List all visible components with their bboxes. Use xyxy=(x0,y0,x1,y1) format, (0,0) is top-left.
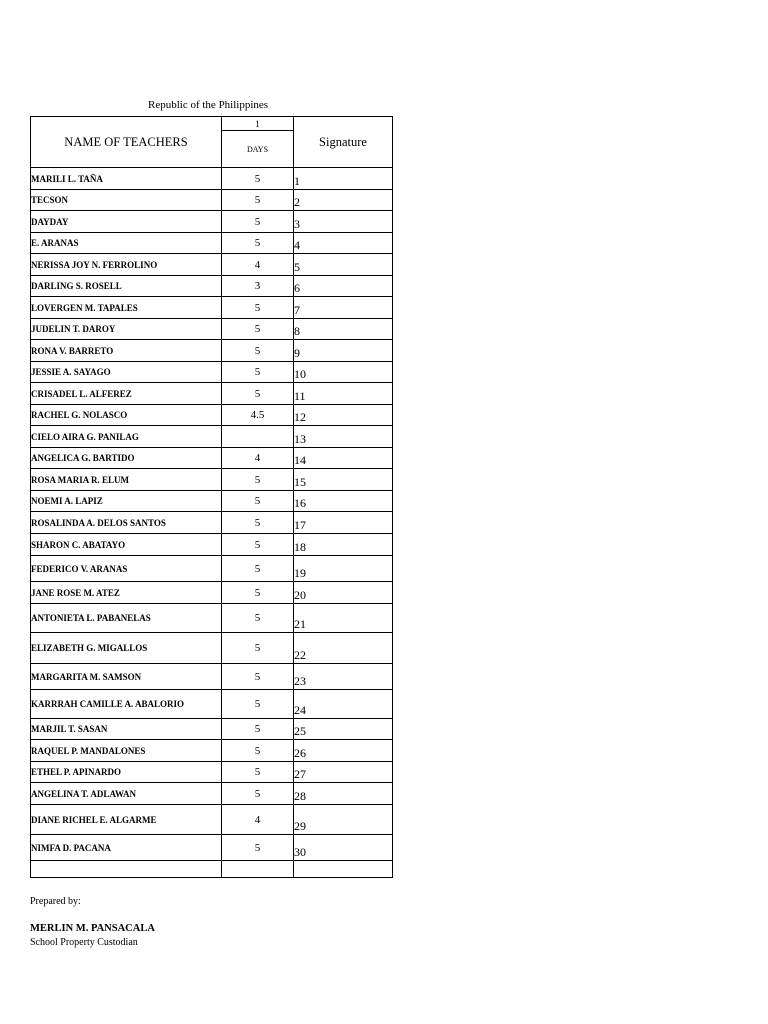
days-cell: 5 xyxy=(222,534,294,556)
signature-cell: 22 xyxy=(294,633,393,664)
table-row xyxy=(31,719,393,740)
days-cell: 4 xyxy=(222,805,294,835)
table-row xyxy=(31,582,393,604)
signature-cell: 21 xyxy=(294,604,393,633)
signature-cell: 5 xyxy=(294,254,393,276)
days-cell: 3 xyxy=(222,276,294,297)
column-header-signature: Signature xyxy=(294,117,393,168)
teacher-name-cell: JUDELIN T. DAROY xyxy=(31,319,222,340)
teacher-name-cell: NOEMI A. LAPIZ xyxy=(31,491,222,512)
teacher-name-cell: NERISSA JOY N. FERROLINO xyxy=(31,254,222,276)
table-row xyxy=(31,405,393,426)
table-row xyxy=(31,276,393,297)
days-cell: 5 xyxy=(222,491,294,512)
teacher-name-cell: ROSALINDA A. DELOS SANTOS xyxy=(31,512,222,534)
signature-cell: 4 xyxy=(294,233,393,254)
signature-cell: 28 xyxy=(294,783,393,805)
table-row-empty xyxy=(31,861,393,878)
document-header-title: Republic of the Philippines xyxy=(148,99,269,111)
table-row xyxy=(31,254,393,276)
teacher-name-cell: ETHEL P. APINARDO xyxy=(31,762,222,783)
table-row xyxy=(31,211,393,233)
table-row xyxy=(31,740,393,762)
signature-cell: 20 xyxy=(294,582,393,604)
empty-cell xyxy=(294,861,393,878)
days-cell: 5 xyxy=(222,362,294,383)
signature-cell: 14 xyxy=(294,448,393,469)
signature-cell: 17 xyxy=(294,512,393,534)
days-cell: 5 xyxy=(222,783,294,805)
signature-cell: 24 xyxy=(294,690,393,719)
days-cell: 5 xyxy=(222,168,294,190)
teacher-name-cell: JESSIE A. SAYAGO xyxy=(31,362,222,383)
teacher-name-cell: ELIZABETH G. MIGALLOS xyxy=(31,633,222,664)
empty-cell xyxy=(222,861,294,878)
days-cell: 5 xyxy=(222,319,294,340)
teacher-name-cell: RAQUEL P. MANDALONES xyxy=(31,740,222,762)
table-row xyxy=(31,168,393,190)
teacher-attendance-table xyxy=(30,116,393,878)
signature-cell: 8 xyxy=(294,319,393,340)
table-body xyxy=(31,168,393,878)
preparer-position: School Property Custodian xyxy=(30,937,138,948)
signature-cell: 7 xyxy=(294,297,393,319)
days-cell: 5 xyxy=(222,383,294,405)
table-row xyxy=(31,383,393,405)
teacher-name-cell: ANGELINA T. ADLAWAN xyxy=(31,783,222,805)
signature-cell: 11 xyxy=(294,383,393,405)
teacher-name-cell: ANTONIETA L. PABANELAS xyxy=(31,604,222,633)
teacher-name-cell: MARGARITA M. SAMSON xyxy=(31,664,222,690)
signature-cell: 6 xyxy=(294,276,393,297)
signature-cell: 29 xyxy=(294,805,393,835)
days-cell: 5 xyxy=(222,762,294,783)
column-header-name: NAME OF TEACHERS xyxy=(31,117,222,168)
signature-cell: 26 xyxy=(294,740,393,762)
days-cell: 5 xyxy=(222,211,294,233)
signature-cell: 23 xyxy=(294,664,393,690)
table-row xyxy=(31,835,393,861)
teacher-name-cell: KARRRAH CAMILLE A. ABALORIO xyxy=(31,690,222,719)
signature-cell: 27 xyxy=(294,762,393,783)
table-row xyxy=(31,512,393,534)
teacher-name-cell: ANGELICA G. BARTIDO xyxy=(31,448,222,469)
prepared-by-label: Prepared by: xyxy=(30,896,81,907)
teacher-name-cell: CRISADEL L. ALFEREZ xyxy=(31,383,222,405)
table-row xyxy=(31,690,393,719)
teacher-name-cell: MARJIL T. SASAN xyxy=(31,719,222,740)
days-cell: 5 xyxy=(222,582,294,604)
teacher-name-cell: FEDERICO V. ARANAS xyxy=(31,556,222,582)
table-row xyxy=(31,190,393,211)
signature-cell: 9 xyxy=(294,340,393,362)
days-cell: 5 xyxy=(222,556,294,582)
teacher-name-cell: LOVERGEN M. TAPALES xyxy=(31,297,222,319)
table-row xyxy=(31,556,393,582)
signature-cell: 12 xyxy=(294,405,393,426)
preparer-name: MERLIN M. PANSACALA xyxy=(30,923,155,934)
signature-cell: 3 xyxy=(294,211,393,233)
teacher-name-cell: SHARON C. ABATAYO xyxy=(31,534,222,556)
signature-cell: 10 xyxy=(294,362,393,383)
table-row xyxy=(31,469,393,491)
table-row xyxy=(31,783,393,805)
table-row xyxy=(31,534,393,556)
days-cell: 4.5 xyxy=(222,405,294,426)
days-cell: 5 xyxy=(222,664,294,690)
column-header-days: DAYS xyxy=(222,131,294,168)
days-cell xyxy=(222,426,294,448)
signature-cell: 19 xyxy=(294,556,393,582)
column-header-day-number: 1 xyxy=(222,117,294,131)
teacher-name-cell: RACHEL G. NOLASCO xyxy=(31,405,222,426)
teacher-name-cell: CIELO AIRA G. PANILAG xyxy=(31,426,222,448)
teacher-name-cell: DIANE RICHEL E. ALGARME xyxy=(31,805,222,835)
days-cell: 5 xyxy=(222,469,294,491)
table-row xyxy=(31,664,393,690)
table-row xyxy=(31,604,393,633)
signature-cell: 30 xyxy=(294,835,393,861)
teacher-name-cell: RONA V. BARRETO xyxy=(31,340,222,362)
days-cell: 5 xyxy=(222,719,294,740)
teacher-name-cell: ROSA MARIA R. ELUM xyxy=(31,469,222,491)
days-cell: 5 xyxy=(222,233,294,254)
days-cell: 5 xyxy=(222,740,294,762)
signature-cell: 1 xyxy=(294,168,393,190)
signature-cell: 25 xyxy=(294,719,393,740)
teacher-name-cell: NIMFA D. PACANA xyxy=(31,835,222,861)
days-cell: 5 xyxy=(222,297,294,319)
table-row xyxy=(31,297,393,319)
days-cell: 5 xyxy=(222,340,294,362)
table-row xyxy=(31,319,393,340)
table-row xyxy=(31,762,393,783)
teacher-name-cell: DARLING S. ROSELL xyxy=(31,276,222,297)
days-cell: 5 xyxy=(222,512,294,534)
days-cell: 5 xyxy=(222,690,294,719)
signature-cell: 15 xyxy=(294,469,393,491)
signature-cell: 13 xyxy=(294,426,393,448)
table-row xyxy=(31,448,393,469)
days-cell: 4 xyxy=(222,448,294,469)
table-row xyxy=(31,491,393,512)
days-cell: 5 xyxy=(222,604,294,633)
table-row xyxy=(31,340,393,362)
days-cell: 5 xyxy=(222,633,294,664)
teacher-name-cell: MARILI L. TAÑA xyxy=(31,168,222,190)
table-row xyxy=(31,633,393,664)
days-cell: 5 xyxy=(222,190,294,211)
days-cell: 5 xyxy=(222,835,294,861)
days-cell: 4 xyxy=(222,254,294,276)
table-row xyxy=(31,233,393,254)
signature-cell: 18 xyxy=(294,534,393,556)
teacher-name-cell: E. ARANAS xyxy=(31,233,222,254)
table-row xyxy=(31,426,393,448)
empty-cell xyxy=(31,861,222,878)
teacher-name-cell: DAYDAY xyxy=(31,211,222,233)
signature-cell: 2 xyxy=(294,190,393,211)
table-row xyxy=(31,362,393,383)
teacher-name-cell: TECSON xyxy=(31,190,222,211)
table-row xyxy=(31,805,393,835)
teacher-name-cell: JANE ROSE M. ATEZ xyxy=(31,582,222,604)
signature-cell: 16 xyxy=(294,491,393,512)
